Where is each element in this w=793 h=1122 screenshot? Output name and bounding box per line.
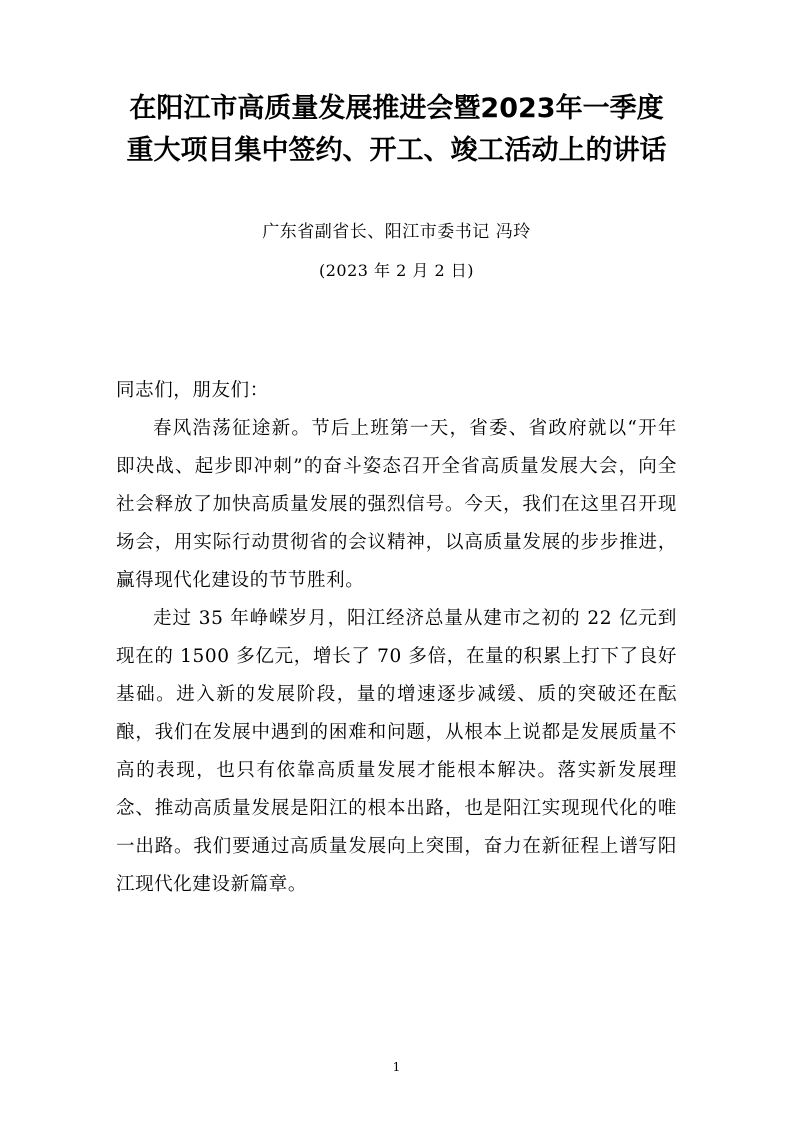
byline: 广东省副省长、阳江市委书记 冯玲 (262, 222, 531, 242)
dateline: (2023 年 2 月 2 日) (319, 261, 474, 280)
page-number: 1 (392, 1060, 401, 1074)
paragraph-2: 走过 35 年峥嵘岁月，阳江经济总量从建市之初的 22 亿元到现在的 1500 多亿元，增长了 70 多倍，在量的积累上打下了良好基础。进入新的发展阶段，量的增速逐步减缓、质的突破还在酝酿，我们在发展中遇到的困难和问题，从根本上说都是发展质量不高的表现，也只有依靠高质量发展才能根本解决。落实新发展理念、推动高质量发展是阳江的根本出路，也是阳江实现现代化的唯一出路。我们要通过高质量发展向上突围，奋力在新征程上谱写阳江现代化建设新篇章。 (116, 608, 677, 895)
paragraph-1: 春风浩荡征途新。节后上班第一天，省委、省政府就以“开年即决战、起步即冲刺”的奋斗姿态召开全省高质量发展大会，向全社会释放了加快高质量发展的强烈信号。今天，我们在这里召开现场会，用实际行动贯彻省的会议精神，以高质量发展的步步推进，赢得现代化建设的节节胜利。 (116, 418, 677, 591)
salutation: 同志们，朋友们： (116, 380, 269, 401)
body-text (116, 372, 677, 904)
page-title: 在阳江市高质量发展推进会暨2023年一季度重大项目集中签约、开工、竣工活动上的讲话 (126, 93, 667, 166)
